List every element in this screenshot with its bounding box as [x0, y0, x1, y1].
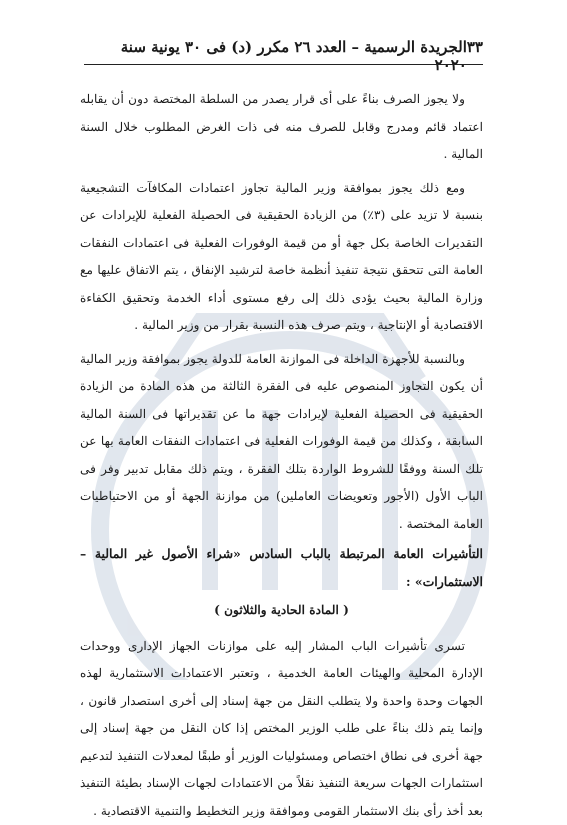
gazette-title: الجريدة الرسمية – العدد ٢٦ مكرر (د) فى ٣٠ يونية سنة ٢٠٢٠: [84, 38, 467, 74]
paragraph-2: ومع ذلك يجوز بموافقة وزير المالية تجاوز اعتمادات المكافآت التشجيعية بنسبة لا تزيد على (٣٪) من الزيادة الحقيقية فى الحصيلة الفعلية للإيرادات عن التقديرات الخاصة بكل جهة أو من قيمة الوفورات الفعلية فى اعتمادات النفقات العامة التى تتحقق نتيجة تنفيذ أنظمة خاصة لترشيد الإنفاق ، يتم الاتفاق عليها مع وزارة المالية بحيث يؤدى ذلك إلى رفع مستوى أداء الخدمة وتحقيق الكفاءة الاقتصادية أو الإنتاجية ، ويتم صرف هذه النسبة بقرار من وزير المالية .: [80, 175, 483, 340]
paragraph-1: ولا يجوز الصرف بناءً على أى قرار يصدر من السلطة المختصة دون أن يقابله اعتماد قائم ومدرج وقابل للصرف منه فى ذات الغرض المطلوب خلال السنة المالية .: [80, 86, 483, 169]
header-divider: [84, 64, 483, 65]
paragraph-4: تسرى تأشيرات الباب المشار إليه على موازنات الجهاز الإدارى ووحدات الإدارة المحلية والهيئات العامة الخدمية ، وتعتبر الاعتمادات الاستثمارية لهذه الجهات وحدة واحدة ولا يتطلب النقل من جهة إسناد إلى أخرى استصدار قانون ، وإنما يتم ذلك بناءً على طلب الوزير المختص إذا كان النقل من جهة إسناد إلى جهة أخرى فى نطاق اختصاص ومسئوليات الوزير أو طبقًا لمعدلات التنفيذ لتدعيم استثمارات الجهات سريعة التنفيذ نقلاً من الاعتمادات لجهات الإسناد بطيئة التنفيذ بعد أخذ رأى بنك الاستثمار القومى وموافقة وزير التخطيط والتنمية الاقتصادية .: [80, 633, 483, 825]
page-header: [84, 38, 483, 74]
article-title: ( المادة الحادية والثلاثون ): [80, 597, 483, 625]
section-heading: التأشيرات العامة المرتبطة بالباب السادس «شراء الأصول غير المالية – الاستثمارات» :: [80, 540, 483, 595]
document-body: [80, 86, 483, 825]
paragraph-3: وبالنسبة للأجهزة الداخلة فى الموازنة العامة للدولة يجوز بموافقة وزير المالية أن يكون التجاوز المنصوص عليه فى الفقرة الثالثة من هذه المادة من الزيادة الحقيقية فى الحصيلة الفعلية لإيرادات جهة ما عن تقديراتها فى السنة المالية السابقة ، وكذلك من قيمة الوفورات الفعلية فى اعتمادات النفقات العامة بها عن تلك السنة ووفقًا للشروط الواردة بتلك الفقرة ، ويتم ذلك مقابل تدبير وفر فى الباب الأول (الأجور وتعويضات العاملين) من موازنة الجهة أو من الاحتياطيات العامة المختصة .: [80, 346, 483, 539]
page-number: ٣٣: [467, 38, 483, 56]
